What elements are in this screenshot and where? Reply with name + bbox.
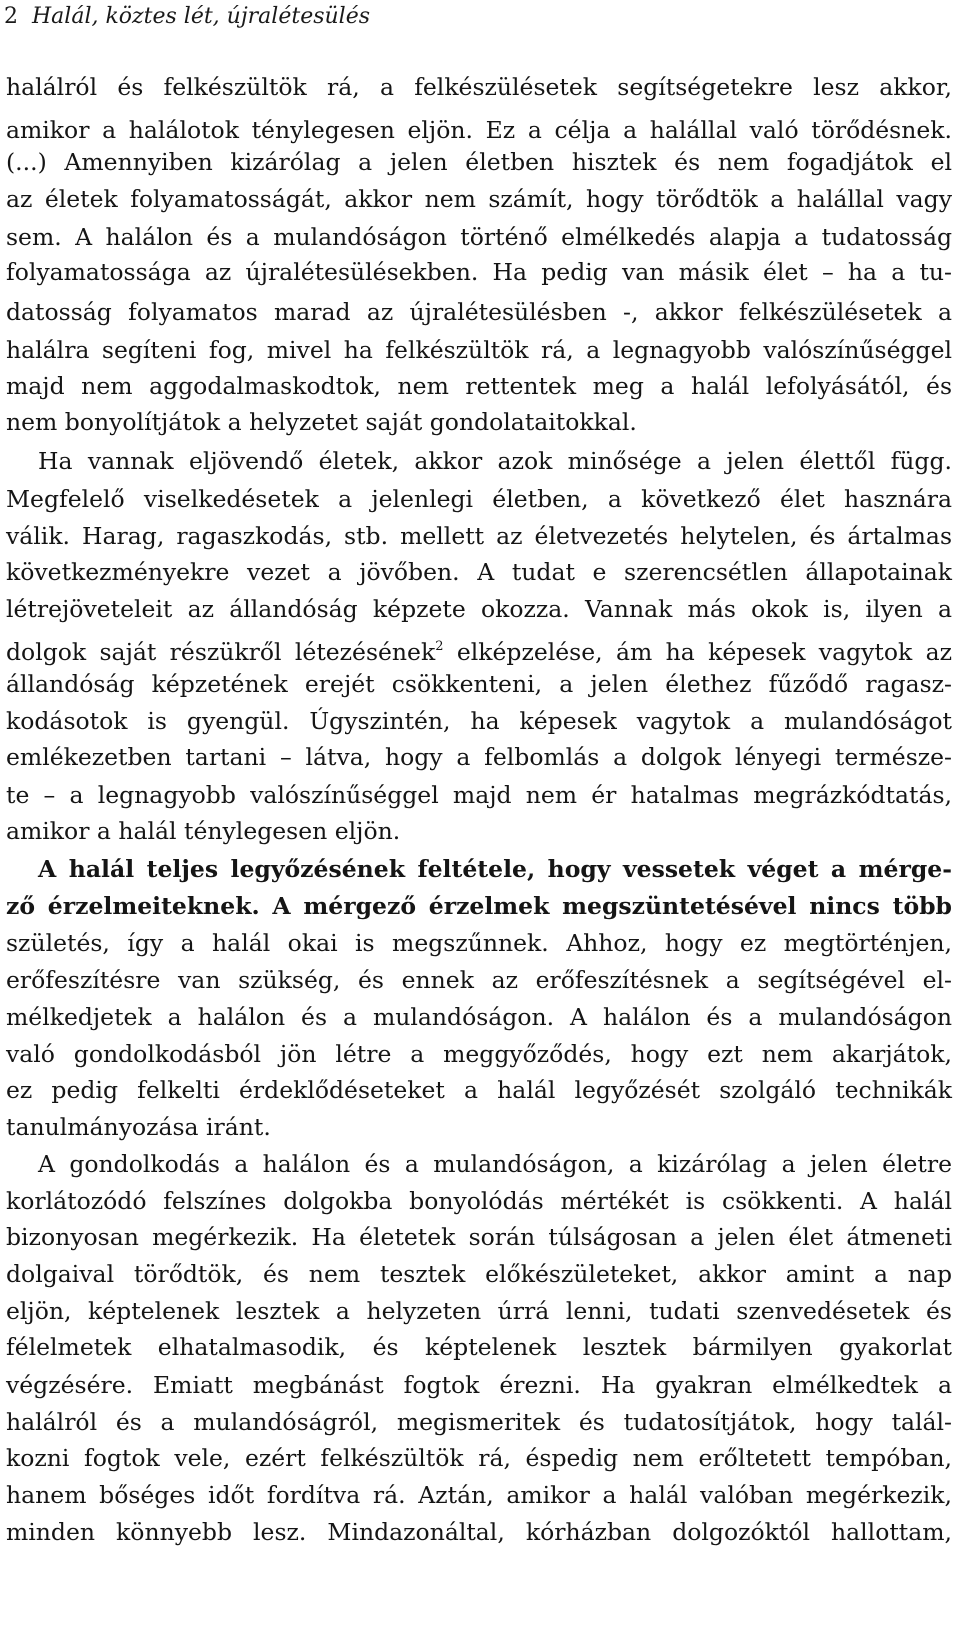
text-line: bizonyosan megérkezik. Ha életetek során túlságosan a jelen élet átmeneti (6, 1223, 952, 1251)
text-line: erőfeszítésre van szükség, és ennek az erőfeszítésnek a segítségével el- (6, 966, 952, 994)
text-line (6, 1552, 952, 1586)
text-line: halálról és a mulandóságról, megismeritek és tudatosítjátok, hogy talál- (6, 1408, 952, 1436)
text-line: emlékezetben tartani – látva, hogy a felbomlás a dolgok lényegi természe- (6, 743, 952, 771)
page-number: 2 (4, 4, 18, 29)
text-line: állandóság képzetének erejét csökkenteni, a jelen élethez fűződő ragasz- (6, 670, 952, 698)
text-line: létrejöveteleit az állandóság képzete okozza. Vannak más okok is, ilyen a (6, 595, 952, 623)
text-line: (...) Amennyiben kizárólag a jelen életben hisztek és nem fogadjátok el (6, 148, 952, 176)
text-line: következményekre vezet a jövőben. A tudat e szerencsétlen állapotainak (6, 558, 952, 586)
text-segment: elképzelése, ám ha képesek vagytok az (443, 638, 952, 666)
text-line: A gondolkodás a halálon és a mulandóságon, a kizárólag a jelen életre (38, 1150, 952, 1178)
text-line: Ha vannak eljövendő életek, akkor azok minősége a jelen élettől függ. (38, 447, 952, 475)
text-line: félelmetek elhatalmasodik, és képtelenek lesztek bármilyen gyakorlat (6, 1333, 952, 1361)
text-line: ző érzelmeiteknek. A mérgező érzelmek megszüntetésével nincs több (6, 892, 952, 920)
text-line: te – a legnagyobb valószínűséggel majd nem ér hatalmas megrázkódtatás, (6, 781, 952, 809)
text-line: kodásotok is gyengül. Úgyszintén, ha képesek vagytok a mulandóságot (6, 707, 952, 735)
text-line: folyamatossága az újralétesülésekben. Ha pedig van másik élet – ha a tu- (6, 258, 952, 286)
text-line: datosság folyamatos marad az újralétesülésben -, akkor felkészülésetek a (6, 298, 952, 326)
text-line: A halál teljes legyőzésének feltétele, hogy vessetek véget a mérge- (38, 855, 952, 883)
text-line: nem bonyolítjátok a helyzetet saját gondolataitokkal. (6, 408, 637, 436)
running-head (4, 2, 370, 32)
text-line: amikor a halál ténylegesen eljön. (6, 817, 401, 845)
text-line: halálról és felkészültök rá, a felkészülésetek segítségetekre lesz akkor, (6, 73, 952, 101)
text-line: mélkedjetek a halálon és a mulandóságon. A halálon és a mulandóságon (6, 1003, 952, 1031)
text-line: az életek folyamatosságát, akkor nem számít, hogy törődtök a halállal vagy (6, 185, 952, 213)
text-line: válik. Harag, ragaszkodás, stb. mellett az életvezetés helytelen, és ártalmas (6, 522, 952, 550)
text-line: tanulmányozása iránt. (6, 1113, 271, 1141)
text-line: halálra segíteni fog, mivel ha felkészültök rá, a legnagyobb valószínűséggel (6, 336, 952, 364)
text-line: Megfelelő viselkedésetek a jelenlegi életben, a következő élet hasznára (6, 485, 952, 513)
footnote-marker: 2 (435, 639, 444, 654)
text-line: hanem bőséges időt fordítva rá. Aztán, amikor a halál valóban megérkezik, (6, 1481, 952, 1509)
text-line: amikor a halálotok ténylegesen eljön. Ez a célja a halállal való törődésnek. (6, 116, 952, 144)
text-line: korlátozódó felszínes dolgokba bonyolódás mértékét is csökkenti. A halál (6, 1187, 952, 1215)
text-line: minden könnyebb lesz. Mindazonáltal, kórházban dolgozóktól hallottam, (6, 1518, 952, 1546)
text-line: kozni fogtok vele, ezért felkészültök rá, éspedig nem erőltetett tempóban, (6, 1444, 952, 1472)
text-line: való gondolkodásból jön létre a meggyőződés, hogy ezt nem akarjátok, (6, 1040, 952, 1068)
text-line: dolgaival törődtök, és nem tesztek előkészületeket, akkor amint a nap (6, 1260, 952, 1288)
text-line: születés, így a halál okai is megszűnnek. Ahhoz, hogy ez megtörténjen, (6, 929, 952, 957)
text-line: ez pedig felkelti érdeklődéseteket a halál legyőzését szolgáló technikák (6, 1076, 952, 1104)
text-line-with-footnote (6, 630, 952, 664)
text-line: végzésére. Emiatt megbánást fogtok érezni. Ha gyakran elmélkedtek a (6, 1371, 952, 1399)
chapter-title: Halál, köztes lét, újralétesülés (32, 4, 371, 29)
text-line: eljön, képtelenek lesztek a helyzeten úrrá lenni, tudati szenvedésetek és (6, 1297, 952, 1325)
text-line: majd nem aggodalmaskodtok, nem rettentek meg a halál lefolyásától, és (6, 372, 952, 400)
text-line: sem. A halálon és a mulandóságon történő elmélkedés alapja a tudatosság (6, 223, 952, 251)
text-segment: dolgok saját részükről létezésének (6, 638, 436, 666)
